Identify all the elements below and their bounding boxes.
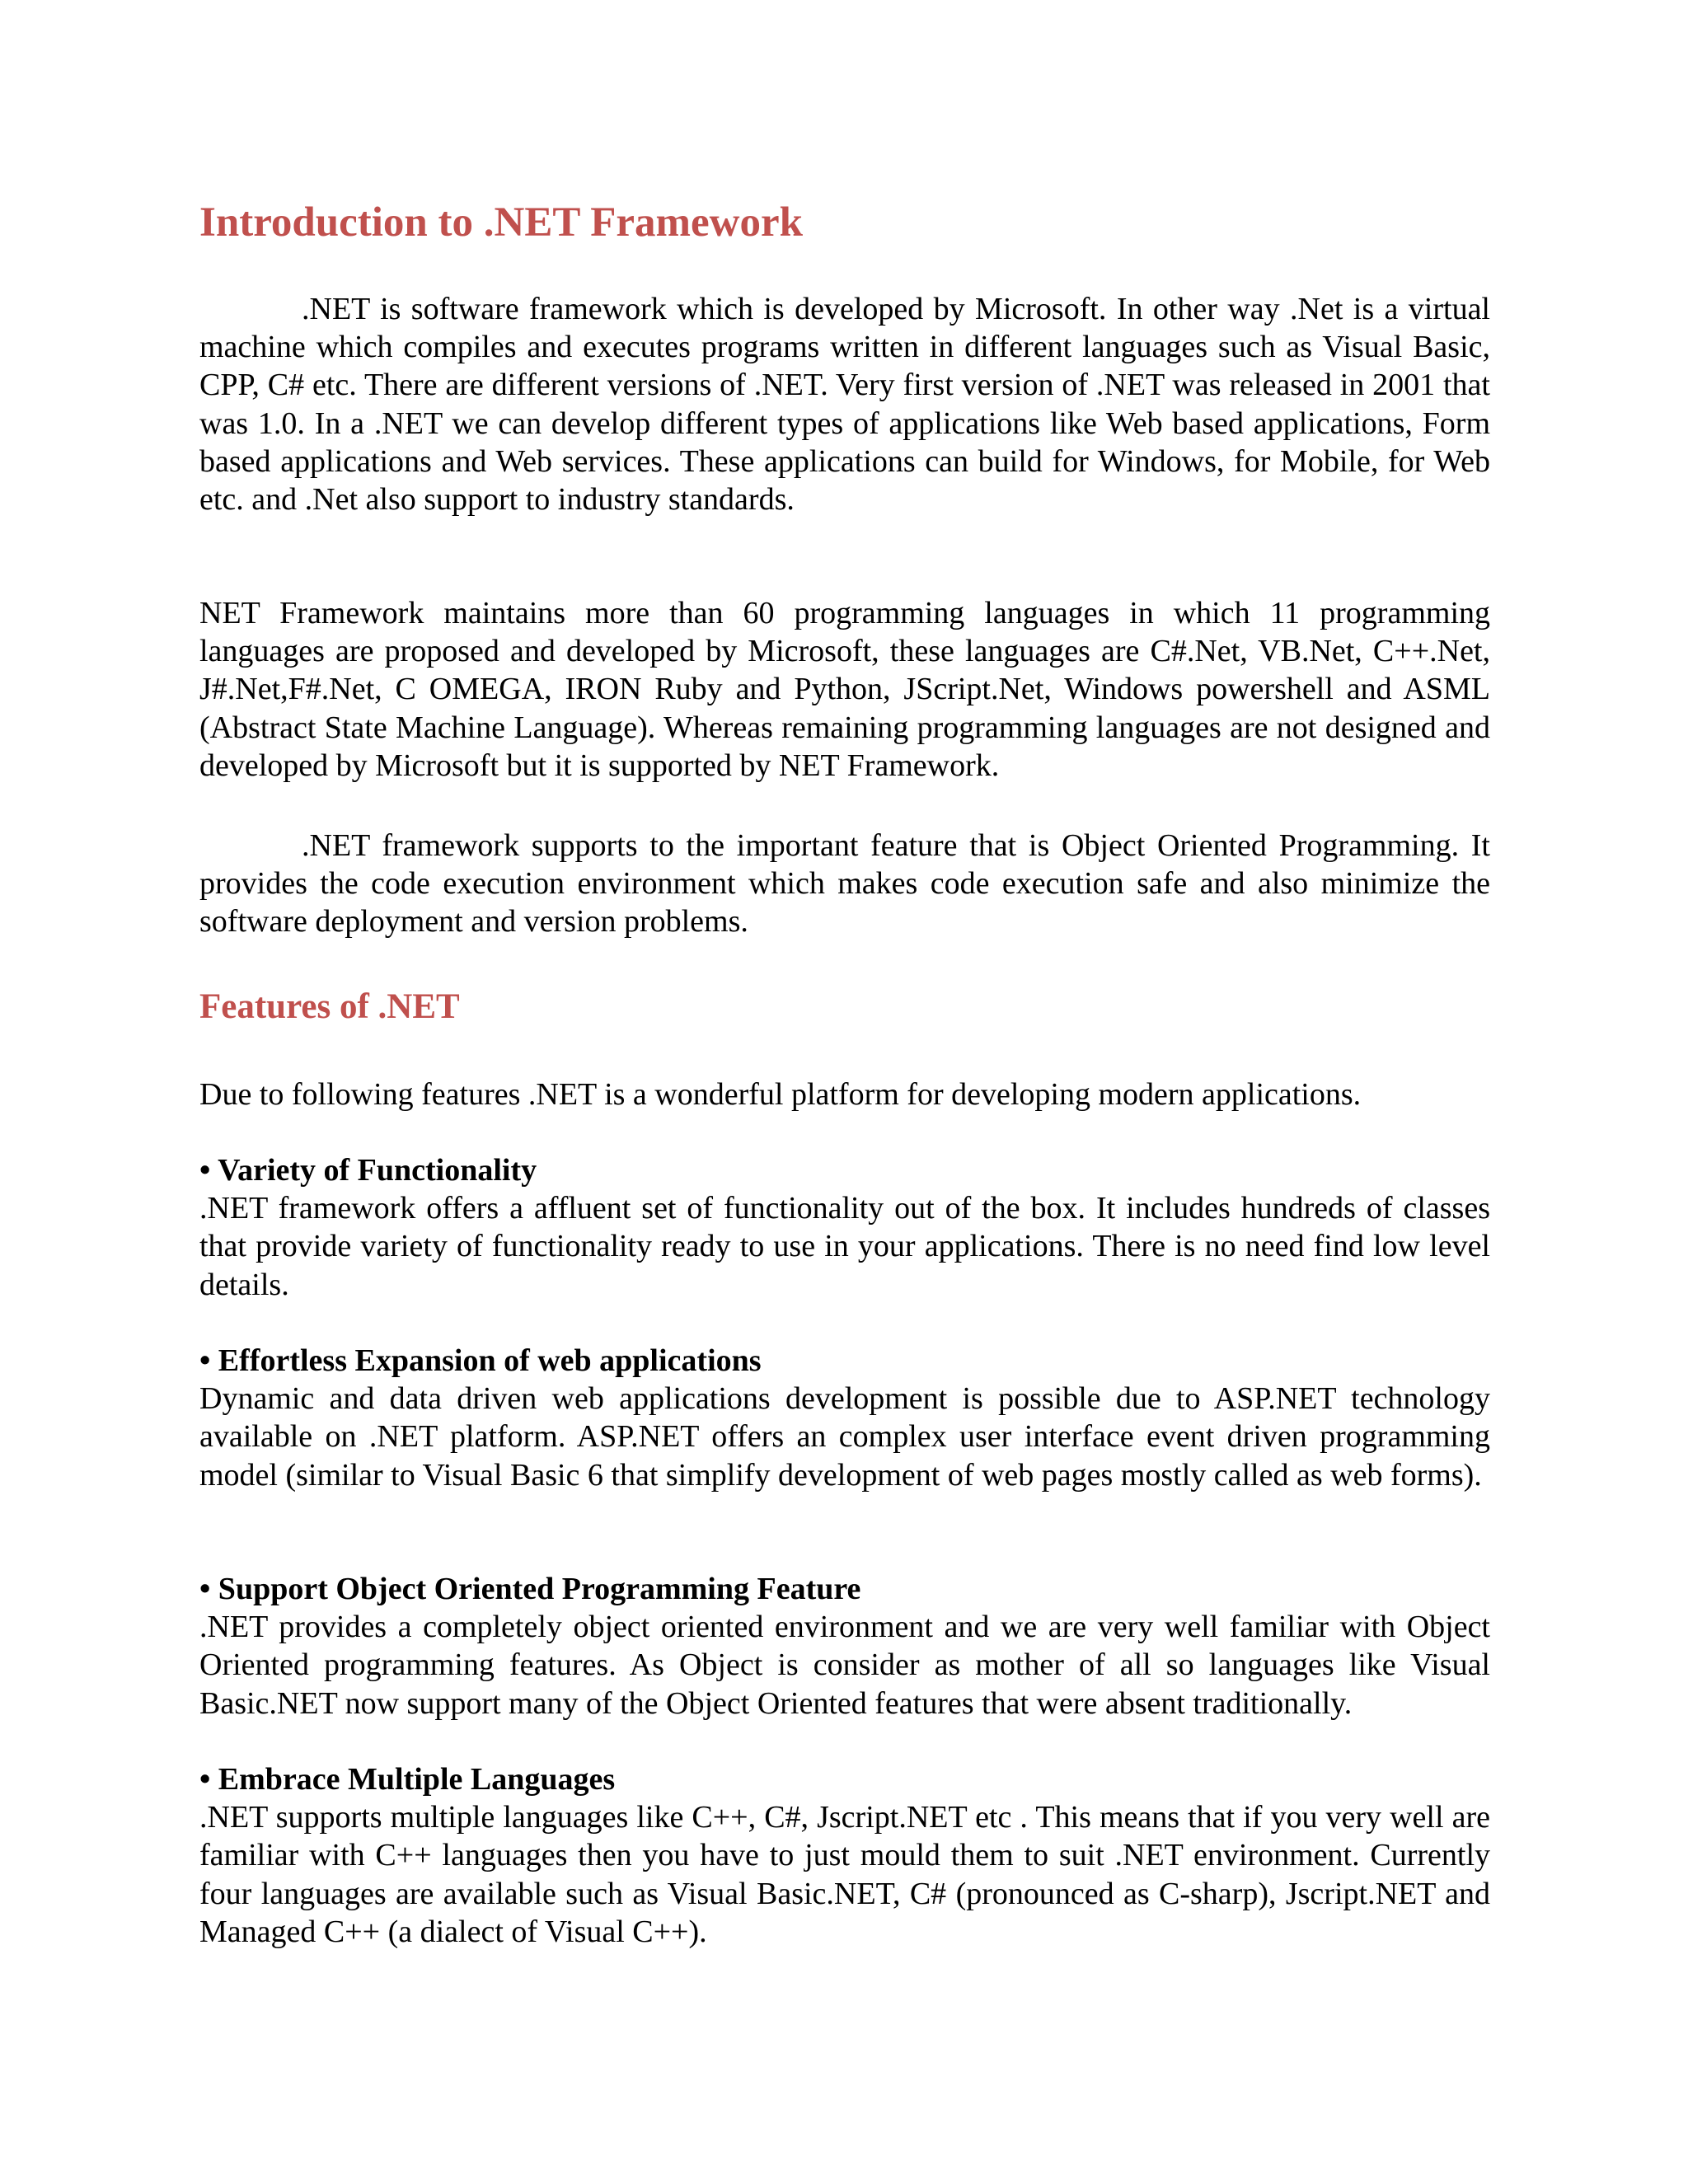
- feature-body: .NET provides a completely object oriented environment and we are very well familiar with Object Oriented programming features. As Object is consider as mother of all so languages like Visual Basic.NET now support many of the Object Oriented features that were absent traditionally.: [199, 1610, 1490, 1721]
- feature-item: [199, 1760, 1490, 1951]
- feature-item: [199, 1342, 1490, 1494]
- feature-title: • Effortless Expansion of web applications: [199, 1343, 762, 1378]
- feature-item: [199, 1151, 1490, 1304]
- feature-body: Dynamic and data driven web applications development is possible due to ASP.NET technology available on .NET platform. ASP.NET offers an complex user interface event driven programming model (similar to Visual Basic 6 that simplify development of web pages mostly called as web forms).: [199, 1381, 1490, 1493]
- feature-item: [199, 1570, 1490, 1722]
- features-heading: Features of .NET: [199, 987, 460, 1026]
- feature-body: .NET framework offers a affluent set of functionality out of the box. It includes hundreds of classes that provide variety of functionality ready to use in your applications. There is no need find low level details.: [199, 1191, 1490, 1302]
- intro-paragraph-2: NET Framework maintains more than 60 programming languages in which 11 programming languages are proposed and developed by Microsoft, these languages are C#.Net, VB.Net, C++.Net, J#.Net,F#.Net, C OMEGA, IRON Ruby and Python, JScript.Net, Windows powershell and ASML (Abstract State Machine Language). Whereas remaining programming languages are not designed and developed by Microsoft but it is supported by NET Framework.: [199, 596, 1490, 783]
- feature-title: • Support Object Oriented Programming Feature: [199, 1572, 861, 1606]
- intro-paragraph-1: .NET is software framework which is developed by Microsoft. In other way .Net is a virtual machine which compiles and executes programs written in different languages such as Visual Basic, CPP, C# etc. There are different versions of .NET. Very first version of .NET was released in 2001 that was 1.0. In a .NET we can develop different types of applications like Web based applications, Form based applications and Web services. These applications can build for Windows, for Mobile, for Web etc. and .Net also support to industry standards.: [199, 292, 1490, 518]
- features-intro: Due to following features .NET is a wonderful platform for developing modern applications.: [199, 1077, 1362, 1112]
- feature-title: • Embrace Multiple Languages: [199, 1762, 616, 1797]
- page-title: Introduction to .NET Framework: [199, 199, 803, 246]
- feature-title: • Variety of Functionality: [199, 1153, 537, 1188]
- feature-body: .NET supports multiple languages like C++, C#, Jscript.NET etc . This means that if you very well are familiar with C++ languages then you have to just mould them to suit .NET environment. Currently four languages are available such as Visual Basic.NET, C# (pronounced as C-sharp), Jscript.NET and Managed C++ (a dialect of Visual C++).: [199, 1800, 1490, 1949]
- intro-paragraph-3: .NET framework supports to the important feature that is Object Oriented Programming. It provides the code execution environment which makes code execution safe and also minimize the software deployment and version problems.: [199, 828, 1490, 940]
